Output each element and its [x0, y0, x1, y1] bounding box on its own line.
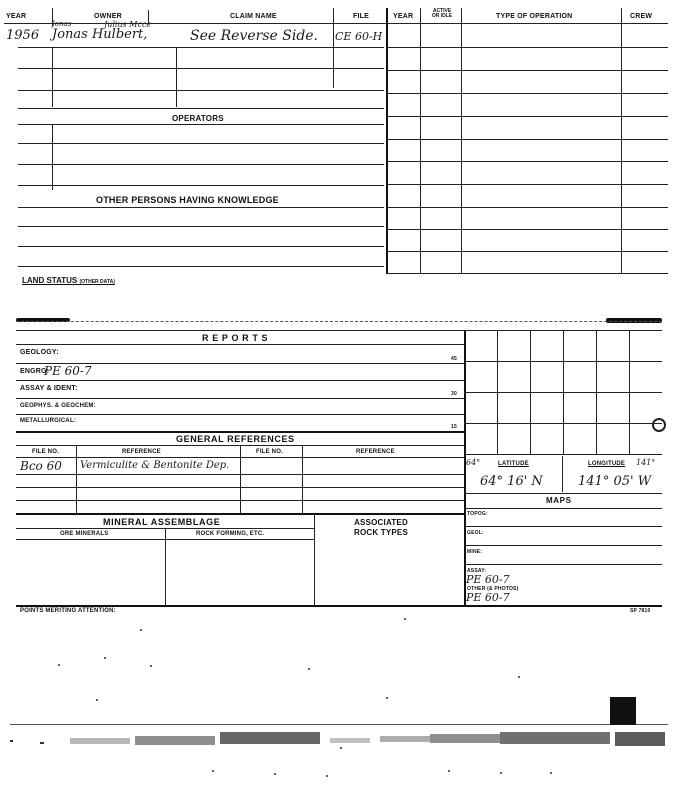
header-rule — [388, 23, 668, 24]
assay-num: 30 — [451, 391, 457, 397]
maps-geol-label: GEOL: — [467, 530, 484, 536]
lon-degree-label: 141° — [636, 458, 656, 467]
scan-dot — [58, 664, 60, 666]
row-rule — [18, 68, 384, 69]
row-rule — [388, 207, 668, 208]
col-divider — [314, 513, 315, 606]
geology-label: GEOLOGY: — [20, 349, 59, 356]
scan-dot — [104, 657, 106, 659]
scan-dot — [550, 772, 552, 774]
section-rule — [16, 605, 662, 607]
col-divider — [240, 445, 241, 513]
row-rule — [18, 47, 384, 48]
row-rule — [16, 380, 464, 381]
maps-other-label: OTHER (& PHOTOS) — [467, 586, 519, 592]
scan-dot — [96, 699, 98, 701]
reports-top-rule — [16, 330, 464, 331]
geophys-label: GEOPHYS. & GEOCHEM: — [20, 403, 96, 409]
col-file-no-1: FILE NO. — [32, 449, 59, 455]
grid-line — [464, 361, 662, 362]
maps-mine-label: MINE: — [467, 549, 483, 555]
row-rule — [388, 93, 668, 94]
geology-num: 45 — [451, 356, 457, 362]
row-rule — [16, 500, 464, 501]
row-rule — [464, 545, 662, 546]
row-rule — [388, 273, 668, 274]
col-divider — [302, 445, 303, 513]
col-file-header: FILE — [353, 13, 369, 20]
row-rule — [464, 526, 662, 527]
row-rule — [16, 487, 464, 488]
row1-year: 1956 — [6, 28, 40, 43]
maps-title: MAPS — [546, 496, 572, 505]
row-rule — [388, 139, 668, 140]
col-divider — [176, 47, 177, 107]
row1-owner-2: Julius Mcce — [104, 20, 152, 29]
maps-assay-label: ASSAY: — [467, 568, 487, 574]
scan-dot — [404, 618, 406, 620]
form-number: SP 7810 — [630, 608, 651, 614]
col-divider — [165, 528, 166, 606]
scan-line — [10, 724, 668, 725]
section-rule — [16, 513, 464, 515]
row-rule — [16, 344, 464, 345]
row-rule — [18, 124, 384, 125]
row-rule — [388, 251, 668, 252]
row-rule — [388, 229, 668, 230]
col-divider — [52, 124, 53, 190]
row-rule — [18, 226, 384, 227]
row-rule — [18, 266, 384, 267]
row-rule — [464, 564, 662, 565]
metallurgical-label: METALLURGICAL: — [20, 418, 77, 424]
points-meriting-attention-label: POINTS MERITING ATTENTION: — [20, 608, 116, 614]
scan-dot — [308, 668, 310, 670]
other-persons-label: OTHER PERSONS HAVING KNOWLEDGE — [96, 195, 279, 205]
col-divider — [76, 445, 77, 513]
operators-label: OPERATORS — [172, 114, 224, 123]
col-crew-header: CREW — [630, 13, 653, 20]
grid-line — [464, 454, 662, 455]
scan-dot — [212, 770, 214, 772]
reports-title: R E P O R T S — [202, 333, 269, 343]
col-reference-1: REFERENCE — [122, 449, 161, 455]
row-rule — [18, 164, 384, 165]
col-type-header: TYPE OF OPERATION — [496, 13, 573, 20]
assay-ident-label: ASSAY & IDENT: — [20, 385, 78, 392]
scan-dot — [326, 775, 328, 777]
engrg-value: PE 60-7 — [44, 364, 92, 378]
scan-noise-band — [0, 726, 678, 756]
engrg-label: ENGRG: — [20, 368, 50, 375]
maps-other-value: PE 60-7 — [466, 591, 510, 604]
col-reference-2: REFERENCE — [356, 449, 395, 455]
general-references-title: GENERAL REFERENCES — [176, 434, 295, 444]
latitude-label: LATITUDE — [498, 461, 529, 467]
row-rule — [16, 414, 464, 415]
row-rule — [464, 493, 662, 494]
grid-line — [464, 330, 662, 331]
row-rule — [464, 508, 662, 509]
col-year-header: YEAR — [6, 13, 27, 20]
row1-owner-small: Jonas — [52, 20, 72, 28]
scan-dot — [448, 770, 450, 772]
row-rule — [388, 184, 668, 185]
scan-dot — [518, 676, 520, 678]
scan-dot — [340, 747, 342, 749]
col-owner-header: OWNER — [94, 13, 122, 20]
scan-dot — [150, 665, 152, 667]
col-ore-minerals: ORE MINERALS — [60, 531, 109, 537]
mineral-assemblage-title: MINERAL ASSEMBLAGE — [103, 517, 221, 527]
row-rule — [388, 116, 668, 117]
col-active-header: ACTIVE OR IDLE — [431, 8, 453, 19]
col-claim-name-header: CLAIM NAME — [230, 13, 277, 20]
land-status-label: LAND STATUS (OTHER DATA) — [22, 276, 115, 285]
row-rule — [18, 90, 384, 91]
row-rule — [388, 70, 668, 71]
row1-owner: Jonas Hulbert, — [52, 27, 148, 42]
scan-dot — [274, 773, 276, 775]
col-divider — [333, 8, 334, 88]
row1-file: CE 60-H — [335, 30, 383, 43]
longitude-label: LONGITUDE — [588, 461, 626, 467]
row-rule — [388, 47, 668, 48]
row-rule — [16, 398, 464, 399]
metallurgical-num: 15 — [451, 424, 457, 430]
ref-row1-reference: Vermiculite & Bentonite Dep. — [80, 460, 230, 471]
maps-topog-label: TOPOG: — [467, 511, 488, 517]
associated-rock-types-title: ASSOCIATED ROCK TYPES — [354, 518, 409, 537]
col-year-header-right: YEAR — [393, 13, 414, 20]
grid-line — [464, 423, 662, 424]
row1-claim-name: See Reverse Side. — [190, 28, 319, 44]
row-rule — [18, 246, 384, 247]
maps-assay-value: PE 60-7 — [466, 573, 510, 586]
col-rock-forming: ROCK FORMING, ETC. — [196, 531, 265, 537]
col-file-no-2: FILE NO. — [256, 449, 283, 455]
lat-degree-label: 64° — [466, 458, 481, 467]
row-rule — [388, 161, 668, 162]
scan-dot — [140, 629, 142, 631]
col-divider — [52, 47, 53, 107]
row-rule — [18, 108, 384, 109]
punch-hole-mark — [652, 418, 666, 432]
section-rule — [16, 431, 464, 433]
col-divider — [562, 456, 563, 492]
scan-line — [16, 321, 662, 322]
row-rule — [18, 185, 384, 186]
row-rule — [18, 143, 384, 144]
ref-row1-file-no: Bco 60 — [20, 459, 62, 473]
longitude-value: 141° 05' W — [578, 474, 652, 489]
scan-blob — [610, 697, 636, 725]
latitude-value: 64° 16' N — [480, 474, 543, 489]
scan-dot — [500, 772, 502, 774]
grid-line — [464, 392, 662, 393]
row-rule — [16, 474, 464, 475]
scan-dot — [386, 697, 388, 699]
row-rule — [18, 207, 384, 208]
